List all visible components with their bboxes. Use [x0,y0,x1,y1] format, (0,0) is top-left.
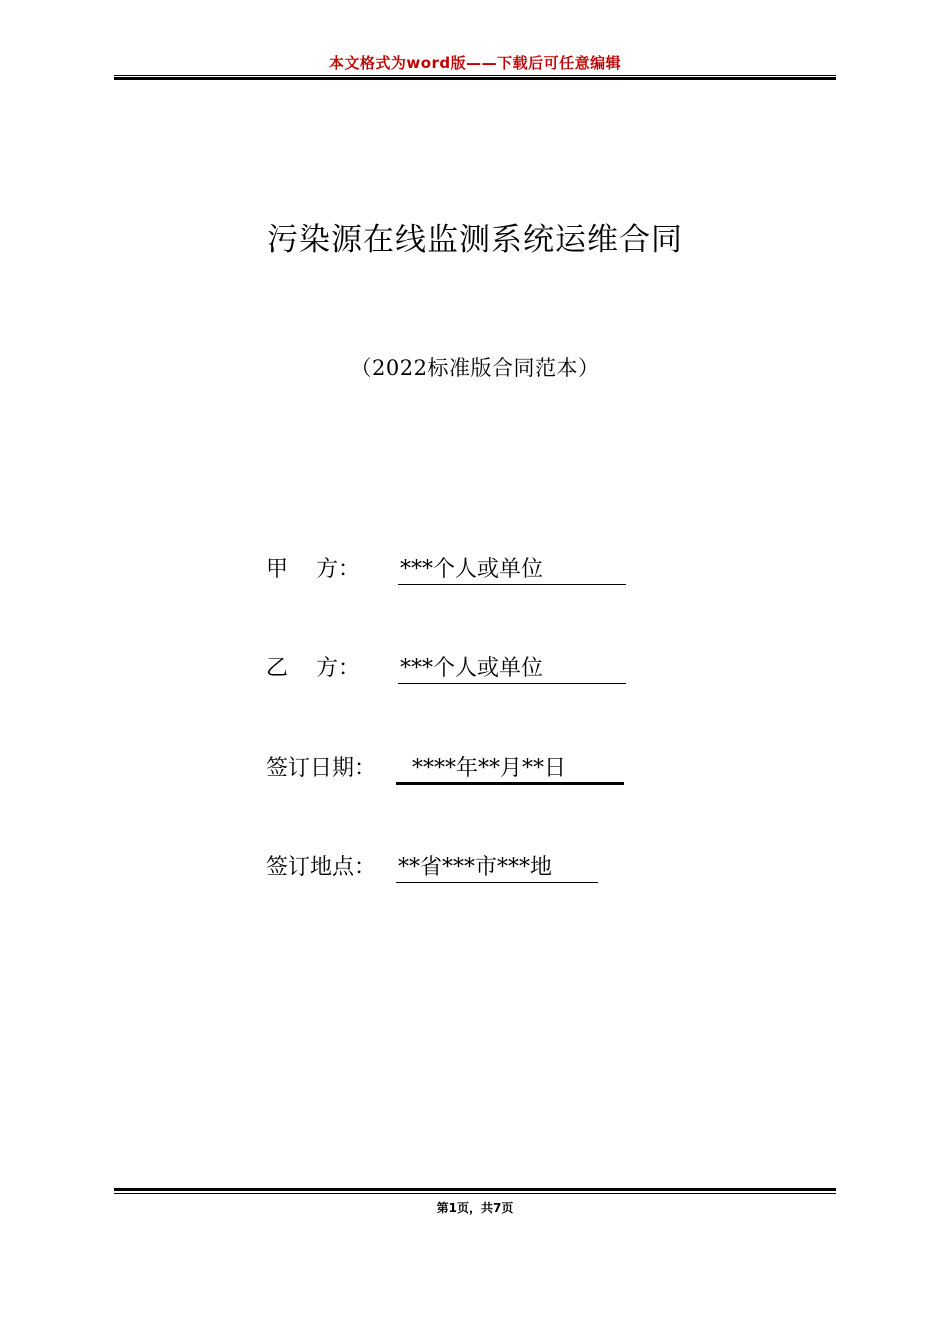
document-title: 污染源在线监测系统运维合同 [267,222,683,258]
footer-rule-thin [114,1193,836,1194]
party-a-value: ***个人或单位 [400,557,544,582]
party-b-label: 乙 方： [266,656,360,681]
sign-date-value: ****年**月**日 [412,756,567,781]
header-rule-thin [114,75,836,76]
party-a-label: 甲 方： [266,557,360,582]
header-notice: 本文格式为word版——下载后可任意编辑 [328,54,622,72]
sign-place-label: 签订地点： [266,855,377,880]
header-rule-thick [114,77,836,80]
sign-place-underline [396,882,598,883]
document-subtitle: （2022标准版合同范本） [350,356,600,380]
footer-rule-thick [114,1188,836,1191]
sign-date-label: 签订日期： [266,756,377,781]
sign-place-value: **省***市***地 [398,855,553,880]
party-b-underline [398,683,626,684]
party-b-value: ***个人或单位 [400,656,544,681]
page-number: 第1页，共7页 [436,1201,514,1215]
party-a-underline [398,584,626,585]
sign-date-underline [396,782,624,785]
